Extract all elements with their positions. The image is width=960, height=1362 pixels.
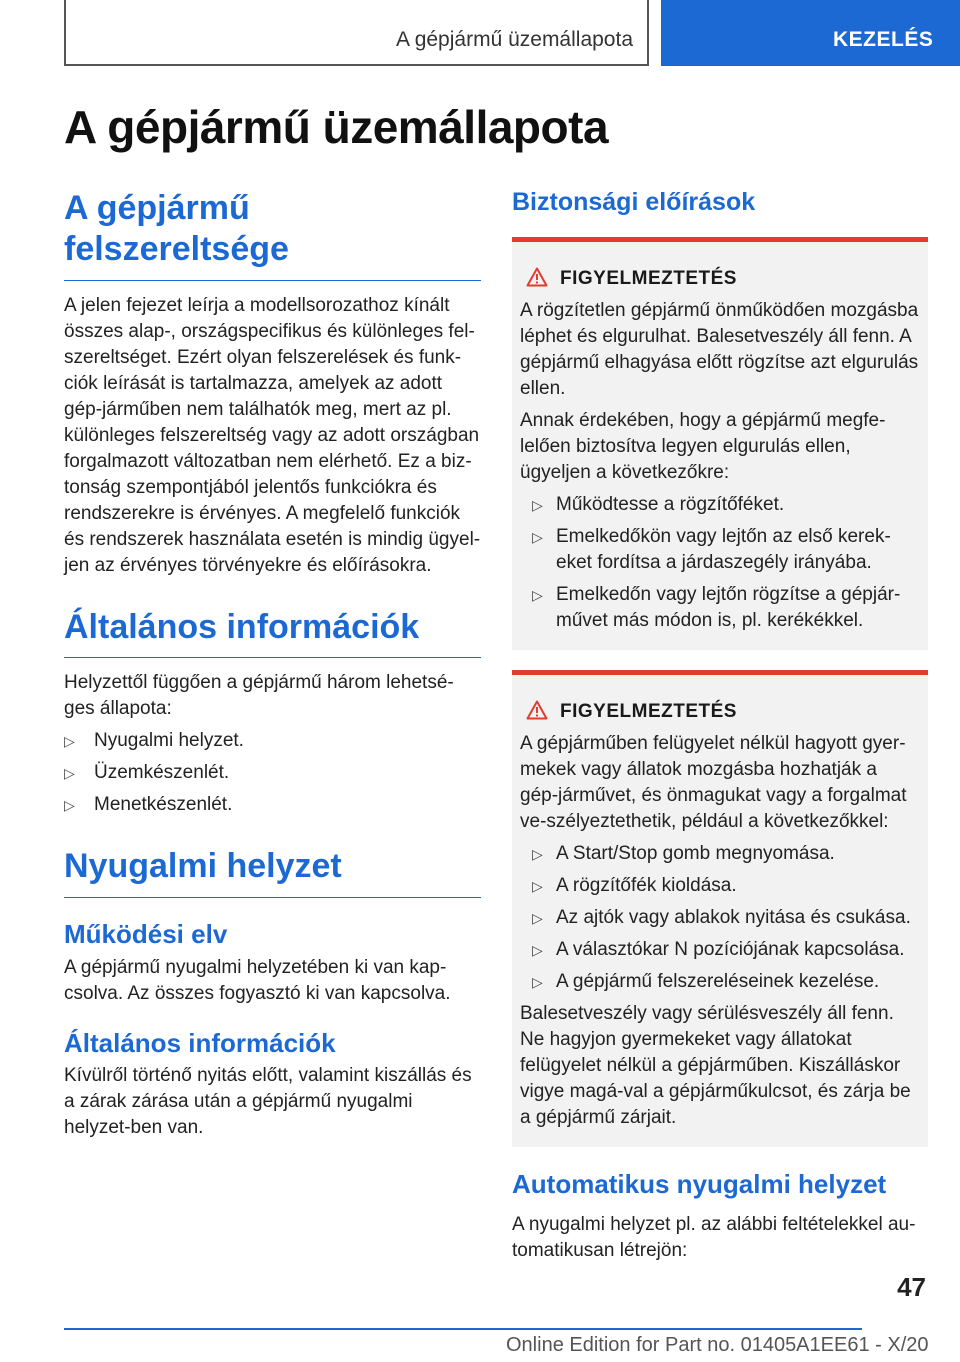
warning-text: Balesetveszély vagy sérülésveszély áll fenn. Ne hagyjon gyermekeket vagy állatokat felügyelet nélkül a gépjárműben. Kiszálláskor vigye magá-val a gépjárműkulcsot, és zárja be a gépjármű zárjait. [520, 1003, 911, 1128]
auto-rest-text: A nyugalmi helyzet pl. az alábbi feltételekkel au-tomatikusan létrejön: [512, 1214, 916, 1261]
warning-triangle-icon [526, 267, 548, 287]
warning-triangle-icon [526, 700, 548, 720]
principle-text: A gépjármű nyugalmi helyzetében ki van kap-csolva. Az összes fogyasztó ki van kapcsolva. [64, 956, 451, 1004]
list-item: ▷ Emelkedőn vagy lejtőn rögzítse a gépjár-művet más módon is, pl. kerékékkel. [532, 584, 901, 631]
chapter-title: A gépjármű üzemállapota [396, 28, 633, 51]
rest-info-text: Kívülről történő nyitás előtt, valamint kiszállás és a zárak zárása után a gépjármű nyugalmi helyzet-ben van. [64, 1065, 472, 1139]
page-title: A gépjármű üzemállapota [64, 101, 609, 153]
list-item: ▷ A rögzítőfék kioldása. [520, 873, 920, 899]
footer-divider [64, 1328, 862, 1330]
triangle-bullet-icon: ▷ [64, 765, 75, 782]
list-item: ▷ Menetkészenlét. [64, 792, 481, 818]
auto-rest-heading: Automatikus nyugalmi helyzet [512, 1169, 887, 1199]
triangle-bullet-icon: ▷ [64, 797, 75, 814]
rest-info-heading: Általános információk [64, 1027, 336, 1058]
left-column [64, 188, 481, 1141]
triangle-bullet-icon: ▷ [532, 878, 543, 894]
triangle-bullet-icon: ▷ [532, 497, 543, 513]
rest-heading: Nyugalmi helyzet [64, 846, 481, 898]
triangle-bullet-icon: ▷ [532, 942, 543, 958]
warning-text: Annak érdekében, hogy a gépjármű megfe-lelően biztosítva legyen elgurulás ellen, ügyeljen a következőkre: [520, 410, 886, 483]
principle-heading: Működési elv [64, 919, 228, 950]
triangle-bullet-icon: ▷ [532, 846, 543, 862]
list-item: ▷ Üzemkészenlét. [64, 760, 481, 786]
list-item: ▷ Az ajtók vagy ablakok nyitása és csukása. [520, 905, 920, 931]
section-label: KEZELÉS [833, 28, 934, 51]
states-list [64, 728, 481, 818]
triangle-bullet-icon: ▷ [532, 587, 543, 603]
right-column [512, 188, 928, 1264]
list-item: ▷ Működtesse a rögzítőféket. [520, 492, 920, 518]
edition-text: Online Edition for Part no. 01405A1EE61 - X/20 [506, 1334, 929, 1356]
section-tab [661, 0, 960, 66]
warning-header [520, 266, 920, 292]
warning-text: A gépjárműben felügyelet nélkül hagyott gyer-mekek vagy állatok mozgásba hozhatják a gép-járművet, és önmagukat vagy a forgalmat ve-szélyeztethetik, például a következőkkel: [520, 733, 907, 832]
warning-label: FIGYELMEZTETÉS [560, 268, 737, 289]
triangle-bullet-icon: ▷ [64, 733, 75, 750]
page-number: 47 [897, 1272, 926, 1302]
general-text: Helyzettől függően a gépjármű három lehetsé-ges állapota: [64, 672, 454, 720]
warning-list [520, 841, 920, 995]
warning-text: A rögzítetlen gépjármű önműködően mozgásba léphet és elgurulhat. Balesetveszély áll fenn. A gépjármű elhagyása előtt rögzítse azt elgurulás ellen. [520, 300, 919, 399]
warning-list [520, 492, 920, 634]
warning-box [512, 237, 928, 650]
warning-label: FIGYELMEZTETÉS [560, 701, 737, 722]
list-item: ▷ Emelkedőkön vagy lejtőn az első kerek-eket fordítsa a járdaszegély irányába. [532, 526, 891, 573]
list-item: ▷ A választókar N pozíciójának kapcsolása. [520, 937, 920, 963]
triangle-bullet-icon: ▷ [532, 910, 543, 926]
general-heading: Általános információk [64, 607, 481, 659]
running-header [64, 0, 649, 66]
list-item: ▷ A gépjármű felszereléseinek kezelése. [520, 969, 920, 995]
warning-box [512, 670, 928, 1147]
triangle-bullet-icon: ▷ [532, 974, 543, 990]
safety-heading: Biztonsági előírások [512, 188, 756, 216]
equipment-heading: A gépjármű felszereltsége [64, 188, 481, 281]
triangle-bullet-icon: ▷ [532, 529, 543, 545]
warning-header [520, 699, 920, 725]
list-item: ▷ Nyugalmi helyzet. [64, 728, 481, 754]
equipment-text: A jelen fejezet leírja a modellsorozathoz kínált összes alap-, országspecifikus és különleges fel-szereltséget. Ezért olyan felszerelések és funk-ciók leírását is tartalmazza, amelyek az adott gép-járműben nem találhatók meg, mert az pl. különleges felszereltség vagy az adott országban forgalmazott változatban nem elérhető. Ez a biz-tonság szempontjából jelentős funkciókra és rendszerekre is érvényes. A megfelelő funkciók és rendszerek használata esetén is mindig ügyel-jen az érvényes törvényekre és előírásokra. [64, 294, 481, 576]
list-item: ▷ A Start/Stop gomb megnyomása. [520, 841, 920, 867]
